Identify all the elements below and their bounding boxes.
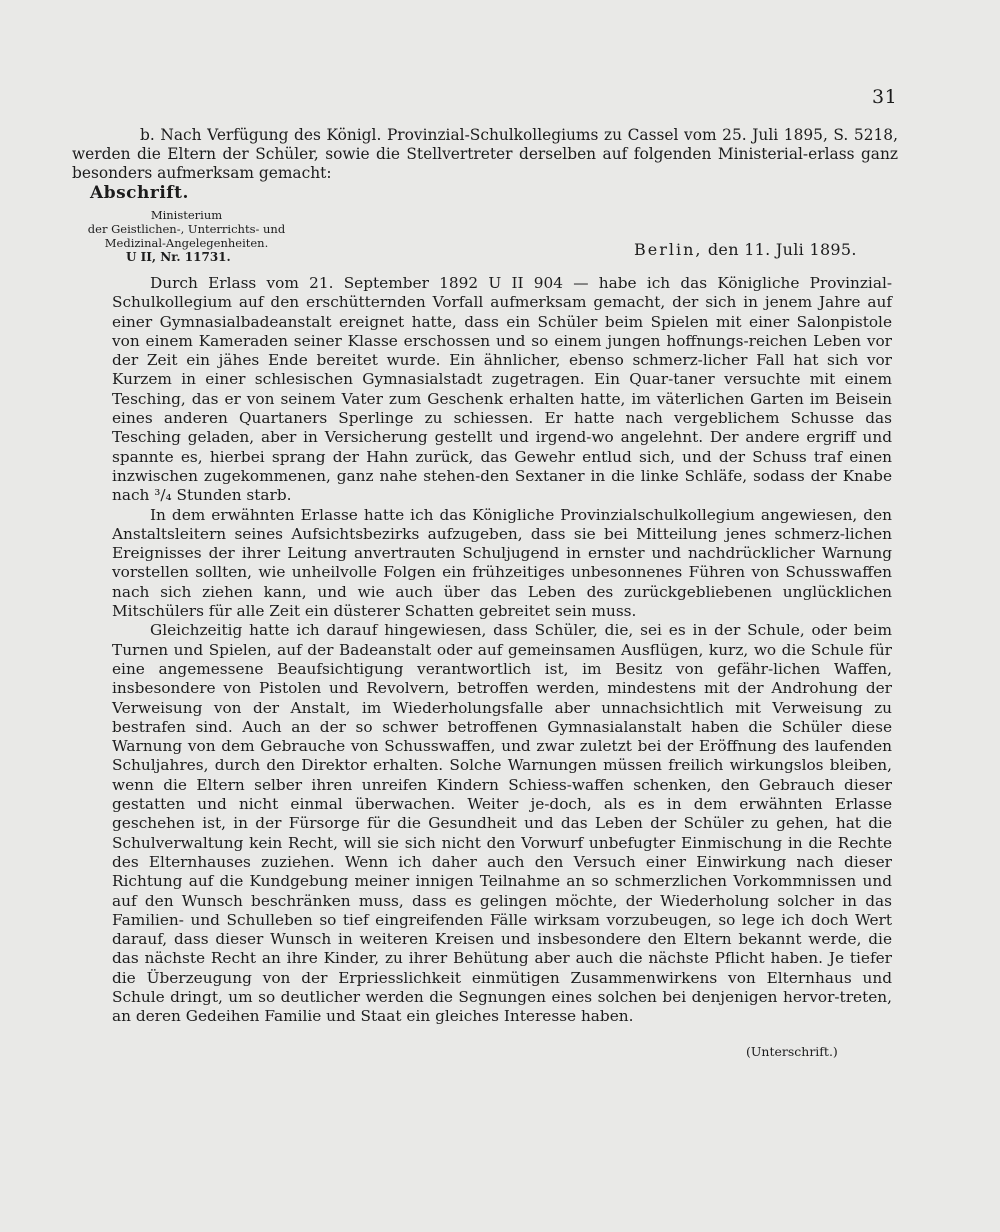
sender-line-departments: der Geistlichen-, Unterrichts- und <box>87 222 286 236</box>
intro-paragraph <box>72 126 898 183</box>
page-number: 31 <box>872 86 898 108</box>
sender-line-ministry: Ministerium <box>150 208 223 222</box>
body-paragraph-2: In dem erwähnten Erlasse hatte ich das Königliche Provinzialschulkollegium angewiesen, den Anstaltsleitern seines Aufsichtsbezirks aufzugeben, dass sie bei Mitteilung jenes schmerz-lichen Ereignisses der ihrer Leitung anvertrauten Schuljugend in ernster und nachdrücklicher Warnung vorstellen sollten, wie unheilvolle Folgen ein frühzeitiges unbesonnenes Führen von Schusswaffen nach sich ziehen kann, und wie auch über das Leben des zurückgebliebenen unglücklichen Mitschülers für alle Zeit ein düsterer Schatten gebreitet sein muss. <box>112 505 892 621</box>
sender-block <box>64 208 309 264</box>
signature-note: (Unterschrift.) <box>746 1044 838 1059</box>
sender-line-affairs: Medizinal-Angelegenheiten. <box>104 236 269 250</box>
body-paragraph-1: Durch Erlass vom 21. September 1892 U II 904 — habe ich das Königliche Provinzial-Schulkollegium auf den erschütternden Vorfall aufmerksam gemacht, der sich in jenem Jahre auf einer Gymnasialbadeanstalt ereignet hatte, dass ein Schüler beim Spielen mit einer Salonpistole von einem Kameraden seiner Klasse erschossen und so einem jungen hoffnungs-reichen Leben vor der Zeit ein jähes Ende bereitet wurde. Ein ähnlicher, ebenso schmerz-licher Fall hat sich vor Kurzem in einer schlesischen Gymnasialstadt zugetragen. Ein Quar-taner versuchte mit einem Tesching, das er von seinem Vater zum Geschenk erhalten hatte, im väterlichen Garten im Beisein eines anderen Quartaners Sperlinge zu schiessen. Er hatte nach vergeblichem Schusse das Tesching geladen, aber in Versicherung gestellt und irgend-wo angelehnt. Der andere ergriff und spannte es, hierbei sprang der Hahn zurück, das Gewehr entlud sich, und der Schuss traf einen inzwischen zugekommenen, ganz nahe stehen-den Sextaner in die linke Schläfe, sodass der Knabe nach ³/₄ Stunden starb. <box>112 274 892 505</box>
body-paragraph-3: Gleichzeitig hatte ich darauf hingewiesen, dass Schüler, die, sei es in der Schule, oder beim Turnen und Spielen, auf der Badeanstalt oder auf gemeinsamen Ausflügen, kurz, wo die Schule für eine angemessene Beaufsichtigung verantwortlich ist, im Besitz von gefähr-lichen Waffen, insbesondere von Pistolen und Revolvern, betroffen werden, mindestens mit der Androhung der Verweisung von der Anstalt, im Wiederholungsfalle aber unnachsichtlich mit Verweisung zu bestrafen sind. Auch an der so schwer betroffenen Gymnasialanstalt haben die Schüler diese Warnung von dem Gebrauche von Schusswaffen, und zwar zuletzt bei der Eröffnung des laufenden Schuljahres, durch den Direktor erhalten. Solche Warnungen müssen freilich wirkungslos bleiben, wenn die Eltern selber ihren unreifen Kindern Schiess-waffen schenken, den Gebrauch dieser gestatten und nicht einmal überwachen. Weiter je-doch, als es in dem erwähnten Erlasse geschehen ist, in der Fürsorge für die Gesundheit und das Leben der Schüler zu gehen, hat die Schulverwaltung kein Recht, will sie sich nicht den Vorwurf unbefugter Einmischung in die Rechte des Elternhauses zuziehen. Wenn ich daher auch den Versuch einer Einwirkung nach dieser Richtung auf die Kundgebung meiner innigen Teilnahme an so schmerzlichen Vorkommnissen und auf den Wunsch beschränken muss, dass es gelingen möchte, der Wiederholung solcher in das Familien- und Schulleben so tief eingreifenden Fälle wirksam vorzubeugen, so lege ich doch Wert darauf, dass dieser Wunsch in weiteren Kreisen und insbesondere den Eltern bekannt werde, die das nächste Recht an ihre Kinder, zu ihrer Behütung aber auch die nächste Pflicht haben. Je tiefer die Überzeugung von der Erpriesslichkeit einmütigen Zusammenwirkens von Elternhaus und Schule dringt, um so deutlicher werden die Segnungen eines solchen bei denjenigen hervor-treten, an deren Gedeihen Familie und Staat ein gleiches Interesse haben. <box>112 621 892 1026</box>
document-heading: Abschrift. <box>90 183 189 203</box>
dateline <box>634 240 857 259</box>
letter-body <box>112 274 892 1027</box>
sender-reference: U II, Nr. 11731. <box>126 250 231 264</box>
dateline-date: den 11. Juli 1895. <box>707 240 857 259</box>
dateline-city: Berlin, <box>634 240 703 259</box>
intro-text: b. Nach Verfügung des Königl. Provinzial-Schulkollegiums zu Cassel vom 25. Juli 1895, S. 5218, werden die Eltern der Schüler, sowie die Stellvertreter derselben auf folgenden Ministerial-erlass ganz besonders aufmerksam gemacht: <box>72 126 898 182</box>
